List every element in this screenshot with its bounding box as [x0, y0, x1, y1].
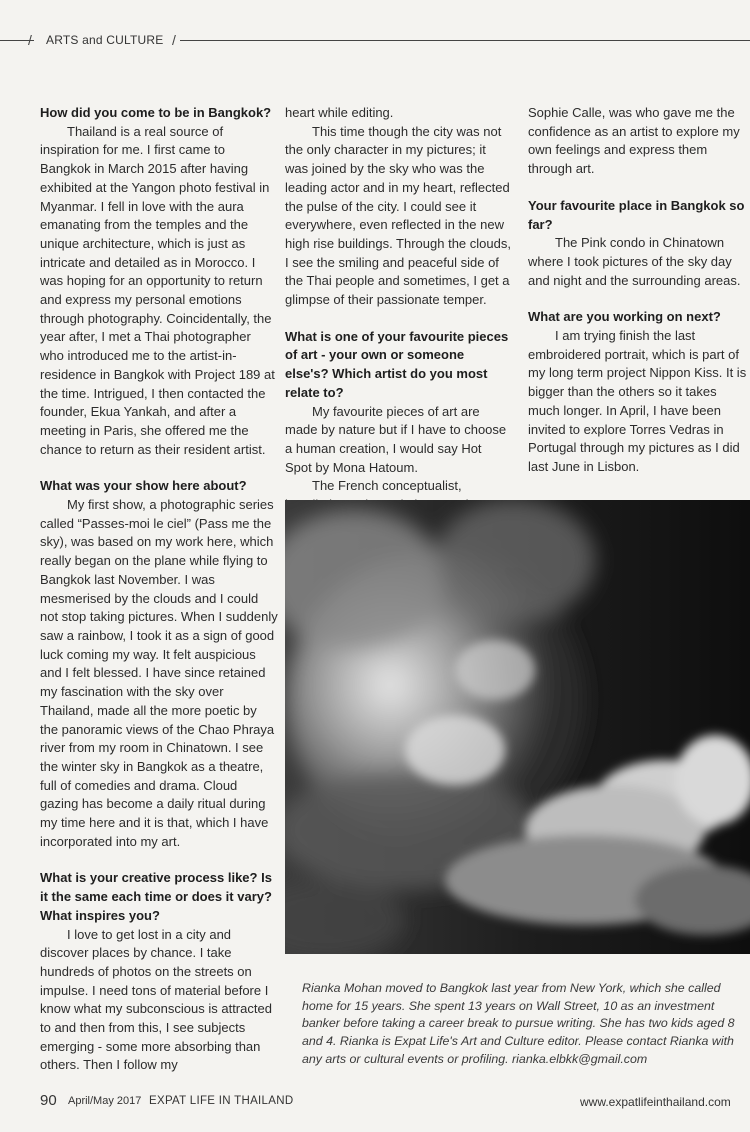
interview-answer: The French conceptualist,: [312, 478, 462, 494]
paragraph-spacer: [40, 459, 278, 477]
website-url: www.expatlifeinthailand.com: [580, 1095, 731, 1109]
interview-question: What is one of your favourite pieces of art - your own or someone else's? Which artist do you most relate to?: [285, 328, 509, 400]
paragraph-spacer: [528, 290, 750, 308]
publication-name: EXPAT LIFE IN THAILAND: [149, 1095, 294, 1107]
interview-answer: My favourite pieces of art are made by nature but if I have to choose a human creation, I would say Hot Spot by Mona Hatoum.: [285, 403, 507, 475]
cloud-photo-illustration: [285, 500, 750, 954]
author-bio-caption: Rianka Mohan moved to Bangkok last year from New York, which she called home for 15 years. She spent 13 years on Wall Street, 10 as an investment banker before taking a career break to pursue writing. She has two kids aged 8 and 4. Rianka is Expat Life's Art and Culture editor. Please contact Rianka with any arts or cultural events or profiling. rianka.elbkk@gmail.com: [302, 981, 735, 1066]
cloud-photograph: [285, 500, 750, 954]
interview-question: How did you come to be in Bangkok?: [40, 105, 272, 120]
interview-answer: The Pink condo in Chinatown where I took pictures of the sky day and night and the surrounding areas.: [528, 235, 741, 288]
interview-question: What are you working on next?: [528, 309, 721, 325]
paragraph-spacer: [40, 851, 278, 869]
interview-answer: This time though the city was not the only character in my pictures; it was joined by the sky who was the leading actor and in my heart, reflected the pulse of the city. I could see it everywhere, even reflected in the new high rise buildings. Through the clouds, I see the smiling and peaceful side of the Thai people and sometimes, I get a glimpse of their passionate temper.: [285, 123, 511, 308]
interview-question: What was your show here about?: [40, 478, 247, 494]
header-rule-right: [180, 40, 750, 41]
interview-question: Your favourite place in Bangkok so far?: [528, 197, 745, 232]
paragraph-spacer: [285, 310, 511, 328]
issue-date: April/May 2017: [68, 1095, 142, 1107]
interview-answer: I love to get lost in a city and discover places by chance. I take hundreds of photos on the streets on impulse. I need tons of material before I know what my subconscious is attracted to and then from this, I see subjects emerging - some more absorbing than others. Then I follow my: [40, 926, 272, 1073]
page-number: 90: [40, 1092, 57, 1109]
article-column-3: [528, 104, 750, 477]
article-column-1: [40, 104, 278, 1075]
paragraph-spacer: [528, 179, 750, 197]
header-slash: /: [28, 32, 32, 48]
interview-question: What is your creative process like? Is it the same each time or does it vary? What inspires you?: [40, 870, 272, 923]
interview-answer: Sophie Calle, was who gave me the confidence as an artist to explore my own feelings and express them through art.: [528, 105, 740, 177]
section-label: ARTS and CULTURE: [46, 33, 164, 47]
interview-answer: I am trying finish the last embroidered portrait, which is part of my long term project Nippon Kiss. It is bigger than the others so it takes much longer. In April, I have been invited to explore Torres Vedras in Portugal through my pictures as I did last June in Lisbon.: [528, 328, 747, 474]
interview-answer: Thailand is a real source of inspiration for me. I first came to Bangkok in March 2015 after having exhibited at the Yangon photo festival in Myanmar. I fell in love with the aura emanating from the temples and the unique architecture, which is just as intricate and detailed as in Morocco. I was hoping for an opportunity to return and express my personal emotions through photography. Coincidentally, the year after, I met a Thai photographer who introduced me to the artist-in-residence in Bangkok with Project 189 at the time. Intrigued, I then contacted the founder, Ekua Yankah, and after a meeting in Paris, she offered me the chance to return as their resident artist.: [40, 123, 275, 457]
interview-answer: heart while editing.: [285, 105, 394, 120]
article-column-2: [285, 104, 511, 515]
header-slash: /: [172, 32, 176, 48]
interview-answer: My first show, a photographic series called “Passes-moi le ciel” (Pass me the sky), was based on my work here, which really began on the plane while flying to Bangkok last November. I was mesmerised by the clouds and I could not stop taking pictures. When I suddenly saw a rainbow, I took it as a sign of good luck coming my way. It felt auspicious and I felt blessed. I have since retained my fascination with the sky over Thailand, made all the more poetic by the panoramic views of the Chao Phraya river from my room in Chinatown. I see the winter sky in Bangkok as a theatre, full of comedies and drama. Cloud gazing has become a daily ritual during my time here and it is that, which I have incorporated into my art.: [40, 497, 278, 849]
